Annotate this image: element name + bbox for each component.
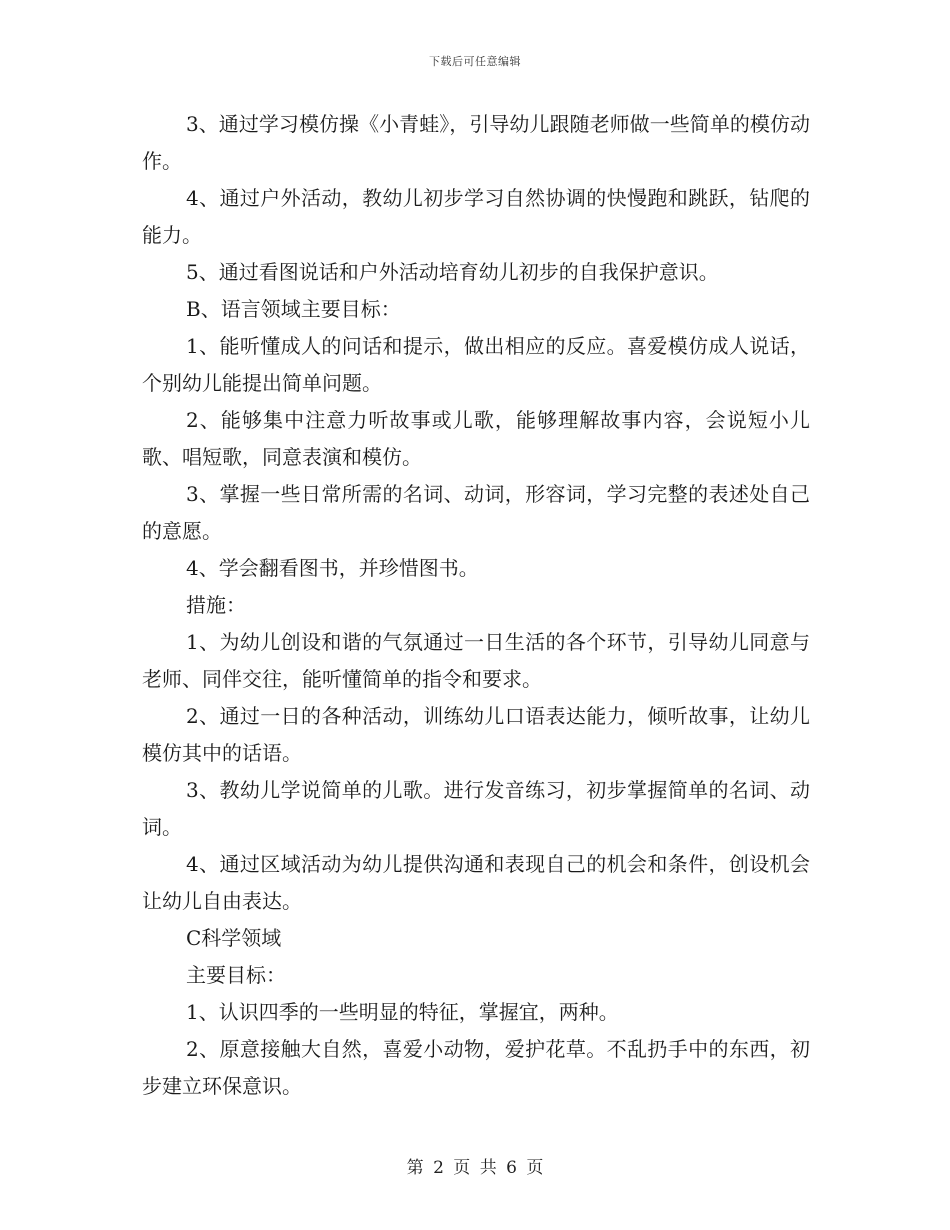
section-heading: 主要目标：	[186, 963, 286, 987]
page-number: 第 2 页 共 6 页	[406, 1158, 544, 1178]
paragraph: 4、通过区域活动为幼儿提供沟通和表现自己的机会和条件，创设机会让幼儿自由表达。	[142, 852, 810, 913]
document-body	[142, 106, 810, 1105]
paragraph: 3、掌握一些日常所需的名词、动词，形容词，学习完整的表述处自己的意愿。	[142, 482, 810, 543]
paragraph: 4、通过户外活动，教幼儿初步学习自然协调的快慢跑和跳跃，钻爬的能力。	[142, 186, 810, 247]
paragraph: 1、为幼儿创设和谐的气氛通过一日生活的各个环节，引导幼儿同意与老师、同伴交往，能听懂简单的指令和要求。	[142, 630, 810, 691]
paragraph: 3、教幼儿学说简单的儿歌。进行发音练习，初步掌握简单的名词、动词。	[142, 778, 810, 839]
section-heading: B、语言领域主要目标：	[186, 297, 401, 321]
paragraph: 4、学会翻看图书，并珍惜图书。	[186, 556, 479, 580]
paragraph: 2、通过一日的各种活动，训练幼儿口语表达能力，倾听故事，让幼儿模仿其中的话语。	[142, 704, 810, 765]
paragraph: 1、能听懂成人的问话和提示，做出相应的反应。喜爱模仿成人说话，个别幼儿能提出简单问题。	[142, 334, 810, 395]
paragraph: 2、原意接触大自然，喜爱小动物，爱护花草。不乱扔手中的东西，初步建立环保意识。	[142, 1037, 810, 1098]
paragraph: 2、能够集中注意力听故事或儿歌，能够理解故事内容，会说短小儿歌、唱短歌，同意表演和模仿。	[142, 408, 810, 469]
page-header: 下载后可任意编辑	[429, 55, 521, 68]
section-heading: 措施：	[186, 593, 246, 617]
paragraph: 5、通过看图说话和户外活动培育幼儿初步的自我保护意识。	[186, 260, 719, 284]
section-heading: C科学领域	[186, 926, 282, 950]
paragraph: 3、通过学习模仿操《小青蛙》，引导幼儿跟随老师做一些简单的模仿动作。	[142, 112, 810, 173]
paragraph: 1、认识四季的一些明显的特征，掌握宜，两种。	[186, 1000, 619, 1024]
